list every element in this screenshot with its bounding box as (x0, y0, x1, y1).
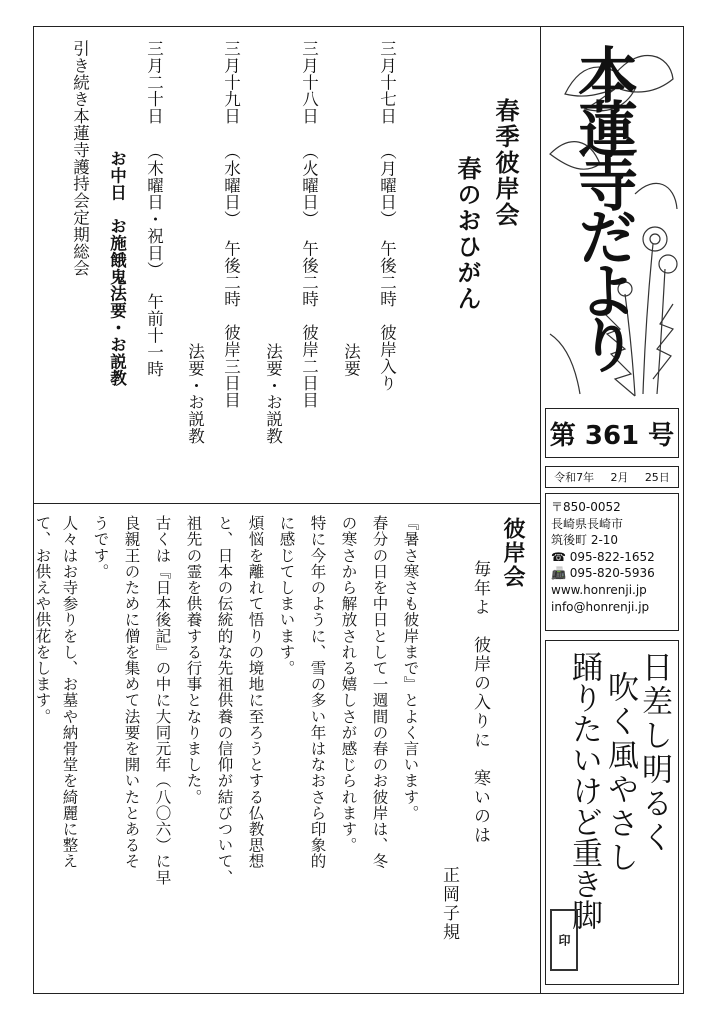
article-paragraph-12: 人々はお寺参りをし、お墓や納骨堂を綺麗に整え (60, 515, 79, 870)
schedule-date-4: 三月二十日 (144, 40, 164, 125)
schedule-event-4b: 引き続き本蓮寺護持会定期総会 (70, 40, 90, 277)
schedule-weekday-1: （月曜日） (377, 143, 397, 228)
article-paragraph-8: 祖先の霊を供養する行事となりました。 (184, 515, 203, 805)
schedule-event-2b: 法要・お説教 (263, 343, 283, 445)
date-day: 25日 (644, 471, 670, 484)
article-paragraph-1: 『暑さ寒さも彼岸まで』とよく言います。 (401, 515, 420, 821)
masthead-title: 本蓮寺だより (568, 44, 638, 368)
article-paragraph-11: うです。 (91, 515, 110, 580)
email-link[interactable]: info@honrenji.jp (551, 599, 650, 614)
schedule-event-3b: 法要・お説教 (185, 343, 205, 445)
issue-date (545, 466, 679, 488)
article-heading: 彼岸会 (500, 517, 526, 589)
schedule-time-3: 午後二時 (221, 240, 241, 308)
phone-icon: ☎ (551, 549, 566, 564)
title-reading: 春のおひがん (453, 156, 482, 312)
seal-stamp: 印 (550, 909, 578, 971)
article-paragraph-3: の寒さから解放される嬉しさが感じられます。 (339, 515, 358, 854)
schedule-weekday-3: （水曜日） (221, 143, 241, 228)
schedule-event-2a: 彼岸二日目 (299, 324, 319, 409)
article-paragraph-9: 古くは『日本後記』の中に大同元年（八〇六）に早 (153, 515, 172, 886)
schedule-date-2: 三月十八日 (299, 40, 319, 125)
schedule-event-1a: 彼岸入り (377, 324, 397, 392)
fax-icon: 📠 (551, 566, 566, 581)
section-divider (33, 503, 540, 504)
title-main: 春季彼岸会 (491, 98, 520, 228)
schedule-event-1b: 法要 (341, 343, 361, 377)
address-street: 筑後町 2-10 (551, 533, 619, 548)
schedule-time-1: 午後二時 (377, 240, 397, 308)
article-paragraph-10: 良親王のために僧を集めて法要を開いたとあるそ (122, 515, 141, 870)
fax-number: 095-820-5936 (569, 566, 655, 581)
schedule-weekday-2: （火曜日） (299, 143, 319, 228)
haiku-text: 毎年よ 彼岸の入りに 寒いのは (470, 560, 490, 845)
postal-code: 〒850-0052 (551, 500, 621, 514)
masthead (545, 34, 679, 402)
article-paragraph-2: 春分の日を中日として一週間の春のお彼岸は、冬 (370, 515, 389, 870)
schedule-date-1: 三月十七日 (377, 40, 397, 125)
haiku-author: 正岡子規 (439, 866, 459, 942)
schedule-event-3a: 彼岸三日目 (221, 324, 241, 409)
date-era: 令和7年 (554, 471, 595, 484)
calligraphy-line-2: 吹く風やさし (602, 671, 638, 875)
calligraphy-line-1: 日差し明るく (636, 651, 672, 855)
website-link[interactable]: www.honrenji.jp (551, 582, 647, 597)
calligraphy-panel (545, 640, 679, 985)
date-month: 2月 (610, 471, 629, 484)
article-paragraph-6: 煩悩を離れて悟りの境地に至ろうとする仏教思想 (246, 515, 265, 870)
schedule-time-4: 午前十一時 (144, 293, 164, 378)
schedule-weekday-4: （木曜日・祝日） (144, 143, 164, 279)
address-block (545, 493, 679, 631)
column-divider (540, 26, 541, 994)
article-paragraph-4: 特に今年のように、雪の多い年はなおさら印象的 (308, 515, 327, 870)
issue-number: 第 361 号 (545, 408, 679, 458)
schedule-event-4a: お中日 お施餓鬼法要・お説教 (107, 150, 127, 387)
article-paragraph-13: て、お供えや供花をします。 (33, 515, 52, 725)
schedule-date-3: 三月十九日 (221, 40, 241, 125)
address-city: 長崎県長崎市 (551, 516, 624, 531)
schedule-time-2: 午後二時 (299, 240, 319, 308)
calligraphy-line-3: 踊りたいけど重き脚 (566, 651, 602, 930)
article-paragraph-7: と、日本の伝統的な先祖供養の信仰が結びついて、 (215, 515, 234, 886)
phone-number: 095-822-1652 (569, 549, 655, 564)
article-paragraph-5: に感じてしまいます。 (277, 515, 296, 676)
